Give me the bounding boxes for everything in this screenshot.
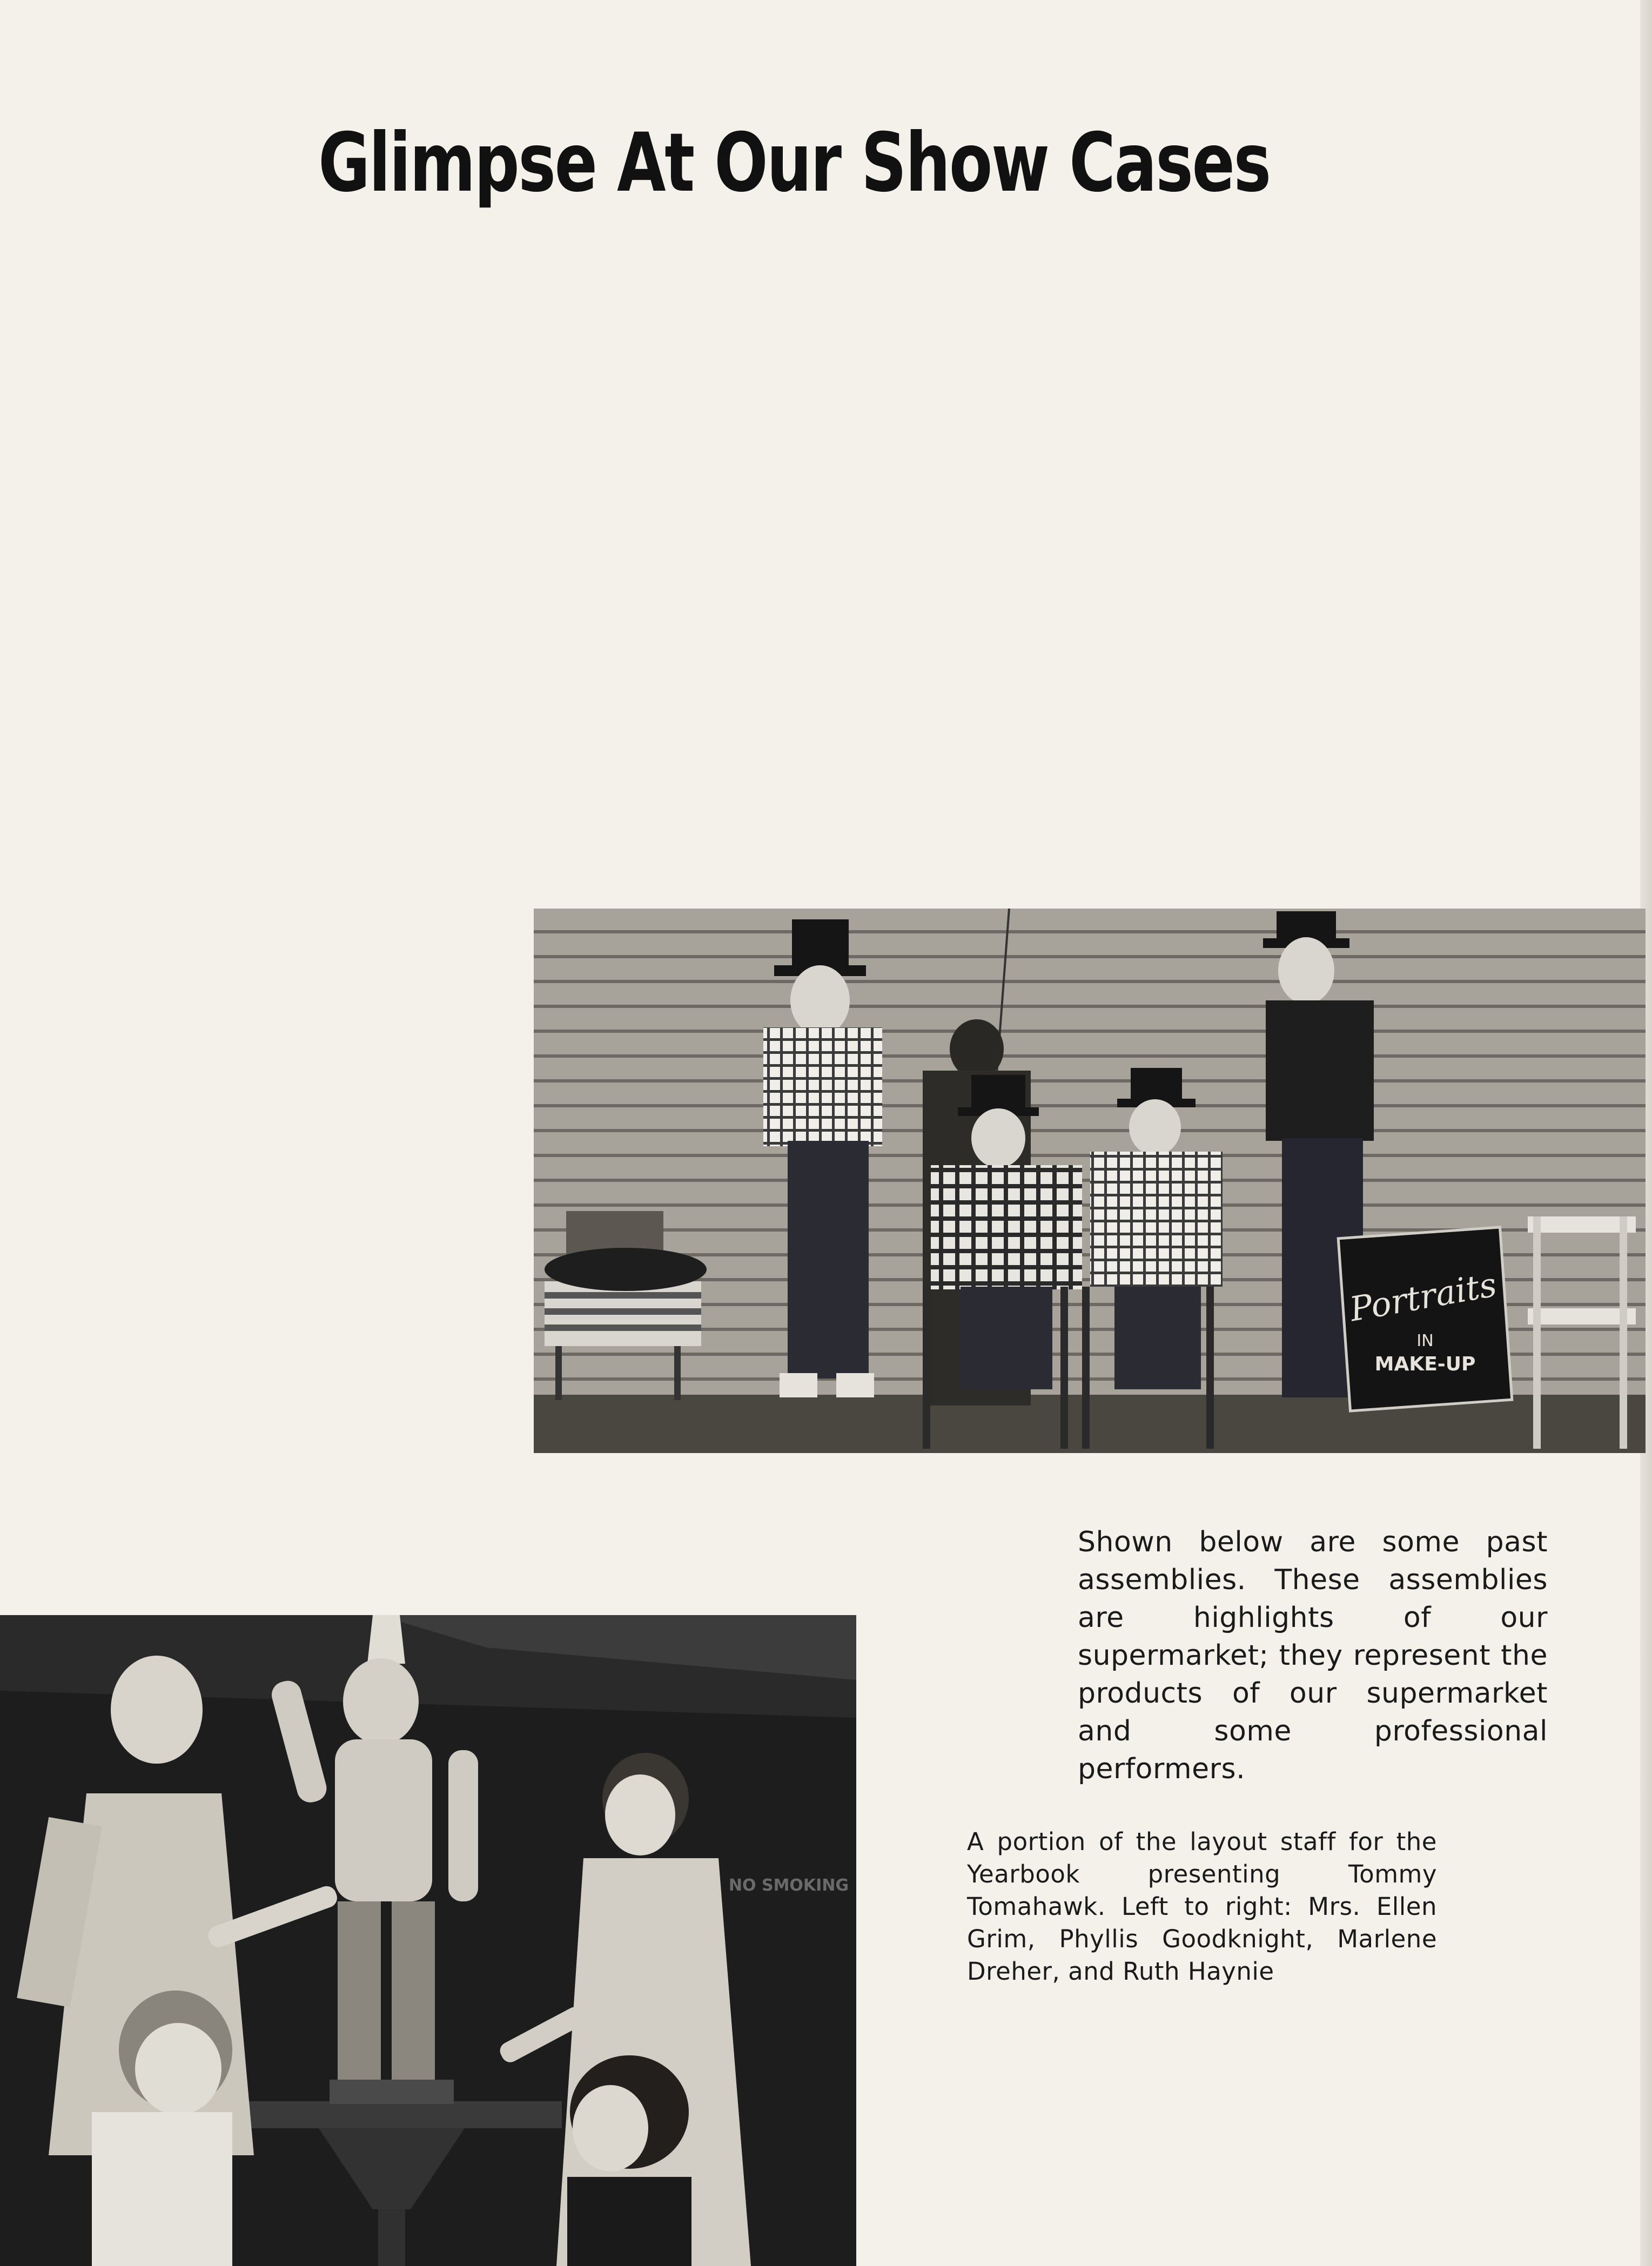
sign-text-makeup: MAKE-UP: [1374, 1353, 1476, 1375]
layout-staff-photo-image: [0, 1615, 856, 2266]
page-title: Glimpse At Our Show Cases: [318, 116, 1270, 210]
layout-staff-caption: A portion of the layout staff for the Yearbook presenting Tommy Tomahawk. Left to right: Mrs. Ellen Grim, Phyllis Goodknight, Marlene Dreher, and Ruth Haynie: [967, 1827, 1437, 1986]
assembly-photo: [534, 909, 1646, 1453]
sign-text-in: IN: [1416, 1332, 1434, 1350]
assembly-photo-image: [534, 909, 1646, 1453]
no-smoking-sign: NO SMOKING: [728, 1876, 849, 1895]
sign-text-portraits: Portraits: [1346, 1265, 1500, 1329]
layout-staff-photo: [0, 1615, 856, 2266]
assemblies-paragraph: Shown below are some past assemblies. These assemblies are highlights of our supermarket; they represent the products of our supermarket and some professional performers.: [1078, 1526, 1548, 1785]
